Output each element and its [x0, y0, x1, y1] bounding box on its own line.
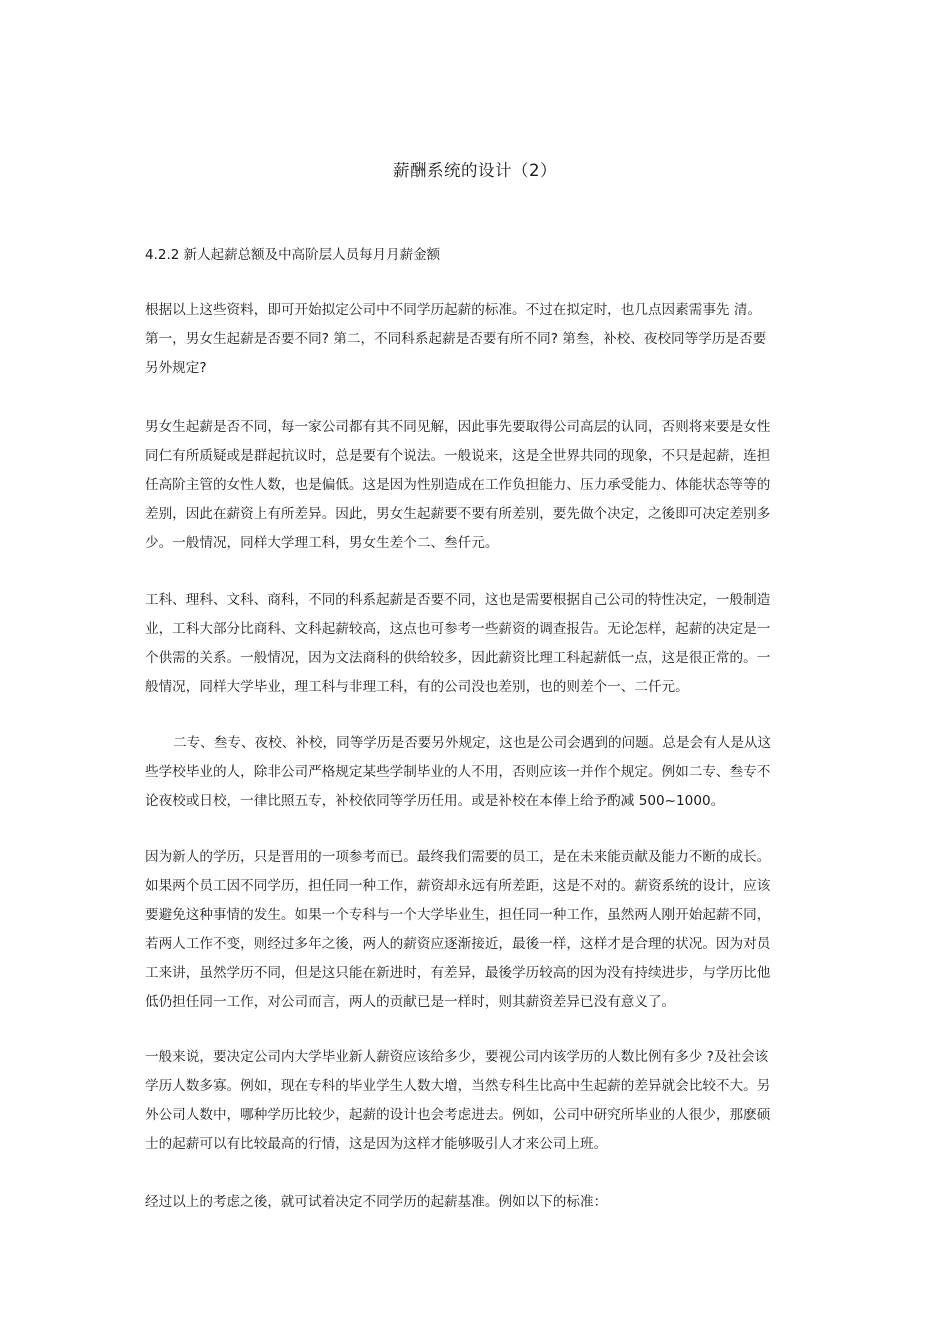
paragraph-line: 差别，因此在薪资上有所差异。因此，男女生起薪要不要有所差别，要先做个决定，之後即可决定差别多 — [145, 506, 771, 522]
paragraph-line: 因为新人的学历，只是晋用的一项参考而已。最终我们需要的员工，是在未来能贡献及能力不断的成长。 — [145, 849, 771, 865]
document-title: 薪酬系统的设计（2） — [393, 161, 557, 180]
section-heading: 4.2.2 新人起薪总额及中高阶层人员每月月薪金额 — [145, 247, 441, 263]
paragraph-line: 二专、叁专、夜校、补校，同等学历是否要另外规定，这也是公司会遇到的问题。总是会有人是从这 — [173, 735, 772, 751]
paragraph-line: 若两人工作不变，则经过多年之後，两人的薪资应逐渐接近，最後一样，这样才是合理的状况。因为对员 — [145, 936, 771, 952]
paragraph-5 — [145, 843, 810, 1017]
paragraph-line: 第一，男女生起薪是否要不同? 第二，不同科系起薪是否要有所不同? 第叁，补校、夜校同等学历是否要 — [145, 331, 767, 347]
paragraph-line: 根据以上这些资料，即可开始拟定公司中不同学历起薪的标准。不过在拟定时，也几点因素需事先 清。 — [145, 302, 762, 318]
paragraph-line: 般情况，同样大学毕业，理工科与非理工科，有的公司没也差别，也的则差个一、二仟元。 — [145, 679, 689, 695]
paragraph-line: 外公司人数中，哪种学历比较少，起薪的设计也会考虑进去。例如，公司中研究所毕业的人很少，那麽硕 — [145, 1107, 771, 1123]
paragraph-line: 另外规定? — [145, 360, 207, 376]
paragraph-line: 学历人数多寡。例如，现在专科的毕业学生人数大增，当然专科生比高中生起薪的差异就会比较不大。另 — [145, 1078, 771, 1094]
paragraph-2 — [145, 413, 810, 558]
paragraph-line: 些学校毕业的人，除非公司严格规定某些学制毕业的人不用，否则应该一并作个规定。例如二专、叁专不 — [145, 764, 771, 780]
paragraph-3 — [145, 586, 810, 702]
paragraph-line: 工科、理科、文科、商科，不同的科系起薪是否要不同，这也是需要根据自己公司的特性决定，一般制造 — [145, 592, 771, 608]
paragraph-7 — [145, 1188, 810, 1217]
paragraph-line: 男女生起薪是否不同，每一家公司都有其不同见解，因此事先要取得公司高层的认同，否则将来要是女性 — [145, 419, 771, 435]
paragraph-line: 要避免这种事情的发生。如果一个专科与一个大学毕业生，担任同一种工作，虽然两人刚开始起薪不同， — [145, 907, 771, 923]
paragraph-line: 工来讲，虽然学历不同，但是这只能在新进时，有差异，最後学历较高的因为没有持续进步，与学历比他 — [145, 965, 771, 981]
paragraph-line: 业，工科大部分比商科、文科起薪较高，这点也可参考一些薪资的调查报告。无论怎样，起薪的决定是一 — [145, 621, 771, 637]
paragraph-line: 少。一般情况，同样大学理工科，男女生差个二、叁仟元。 — [145, 535, 499, 551]
paragraph-6 — [145, 1043, 810, 1159]
paragraph-line: 论夜校或日校，一律比照五专，补校依同等学历任用。或是补校在本俸上给予酌减 500~1000。 — [145, 793, 725, 809]
paragraph-line: 个供需的关系。一般情况，因为文法商科的供给较多，因此薪资比理工科起薪低一点，这是很正常的。一 — [145, 650, 771, 666]
paragraph-line: 同仁有所质疑或是群起抗议时，总是要有个说法。一般说来，这是全世界共同的现象，不只是起薪，连担 — [145, 448, 771, 464]
paragraph-1 — [145, 296, 810, 383]
paragraph-4 — [145, 729, 810, 816]
paragraph-line: 士的起薪可以有比较最高的行情，这是因为这样才能够吸引人才来公司上班。 — [145, 1136, 608, 1152]
paragraph-line: 经过以上的考虑之後，就可试着决定不同学历的起薪基准。例如以下的标准： — [145, 1194, 608, 1210]
paragraph-line: 低仍担任同一工作，对公司而言，两人的贡献已是一样时，则其薪资差异已没有意义了。 — [145, 994, 676, 1010]
paragraph-line: 如果两个员工因不同学历，担任同一种工作，薪资却永远有所差距，这是不对的。薪资系统的设计，应该 — [145, 878, 771, 894]
paragraph-line: 任高阶主管的女性人数，也是偏低。这是因为性别造成在工作负担能力、压力承受能力、体能状态等等的 — [145, 477, 771, 493]
paragraph-line: 一般来说，要决定公司内大学毕业新人薪资应该给多少，要视公司内该学历的人数比例有多少 ?及社会该 — [145, 1049, 769, 1065]
